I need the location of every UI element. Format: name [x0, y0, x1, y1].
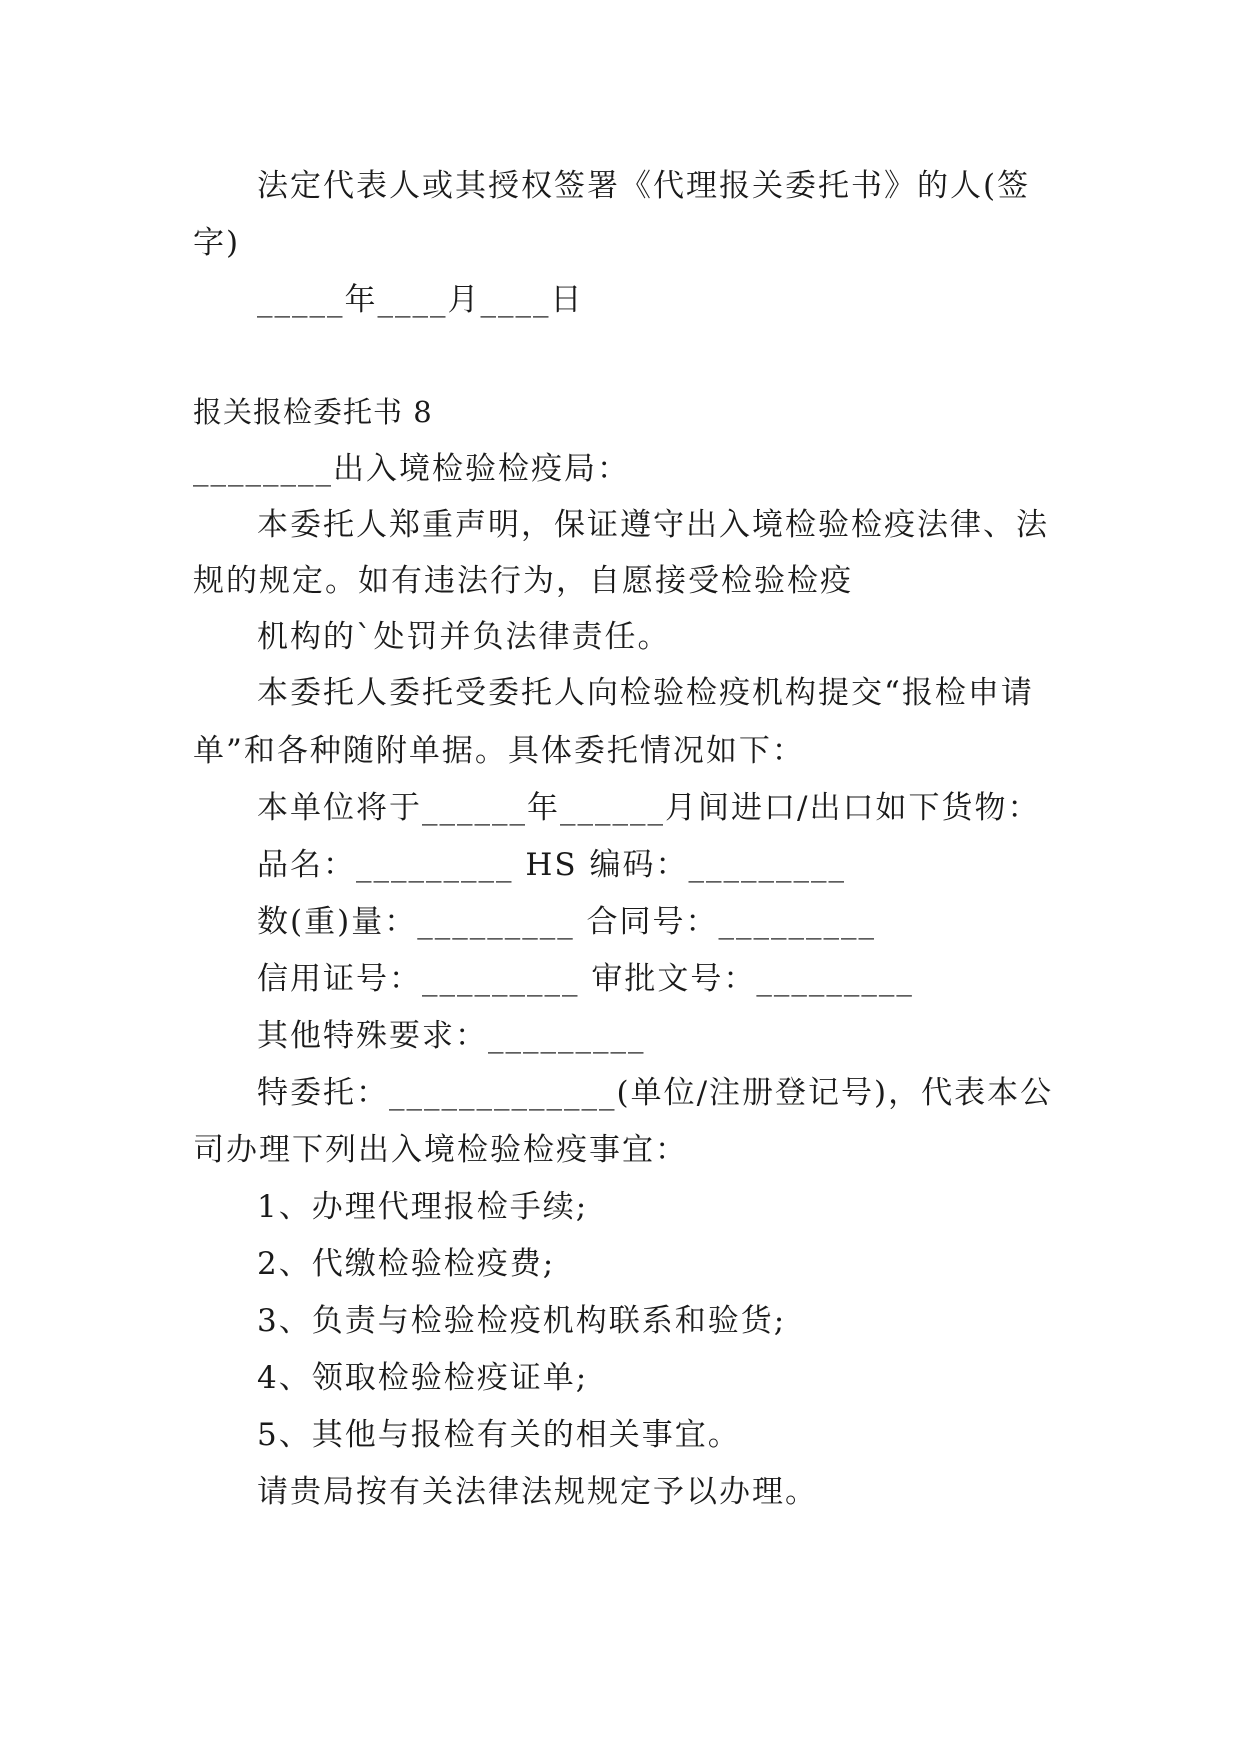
signature-line-continuation: 字) — [193, 225, 241, 261]
declaration-line-1: 本委托人郑重声明，保证遵守出入境检验检疫法律、法 — [257, 507, 1049, 543]
list-item: 3、负责与检验检疫机构联系和验货; — [257, 1303, 787, 1339]
other-requirements-line: 其他特殊要求：_________ — [257, 1018, 646, 1054]
quantity-line: 数(重)量：_________ 合同号：_________ — [257, 904, 877, 940]
section-title: 报关报检委托书 8 — [193, 395, 433, 429]
signature-line: 法定代表人或其授权签署《代理报关委托书》的人(签 — [257, 168, 1031, 204]
entrust-line-1: 本委托人委托受委托人向检验检疫机构提交“报检申请 — [257, 675, 1034, 711]
declaration-line-3: 机构的`处罚并负法律责任。 — [257, 619, 671, 655]
declaration-line-2: 规的规定。如有违法行为，自愿接受检验检疫 — [193, 563, 853, 599]
product-line: 品名：_________ HS 编码：_________ — [257, 847, 846, 883]
period-line: 本单位将于______年______月间进口/出口如下货物： — [257, 790, 1041, 826]
closing-line: 请贵局按有关法律法规规定予以办理。 — [257, 1474, 818, 1510]
special-entrust-line-1: 特委托：_____________(单位/注册登记号)，代表本公 — [257, 1075, 1054, 1111]
special-entrust-line-2: 司办理下列出入境检验检疫事宜： — [193, 1132, 688, 1168]
entrust-line-2: 单”和各种随附单据。具体委托情况如下： — [193, 733, 805, 769]
list-item: 5、其他与报检有关的相关事宜。 — [257, 1417, 741, 1453]
date-line: _____年____月____日 — [257, 282, 584, 318]
credit-line: 信用证号：_________ 审批文号：_________ — [257, 961, 914, 997]
addressee-line: ________出入境检验检疫局： — [193, 451, 630, 487]
list-item: 1、办理代理报检手续; — [257, 1189, 589, 1225]
list-item: 4、领取检验检疫证单; — [257, 1360, 589, 1396]
list-item: 2、代缴检验检疫费; — [257, 1246, 556, 1282]
